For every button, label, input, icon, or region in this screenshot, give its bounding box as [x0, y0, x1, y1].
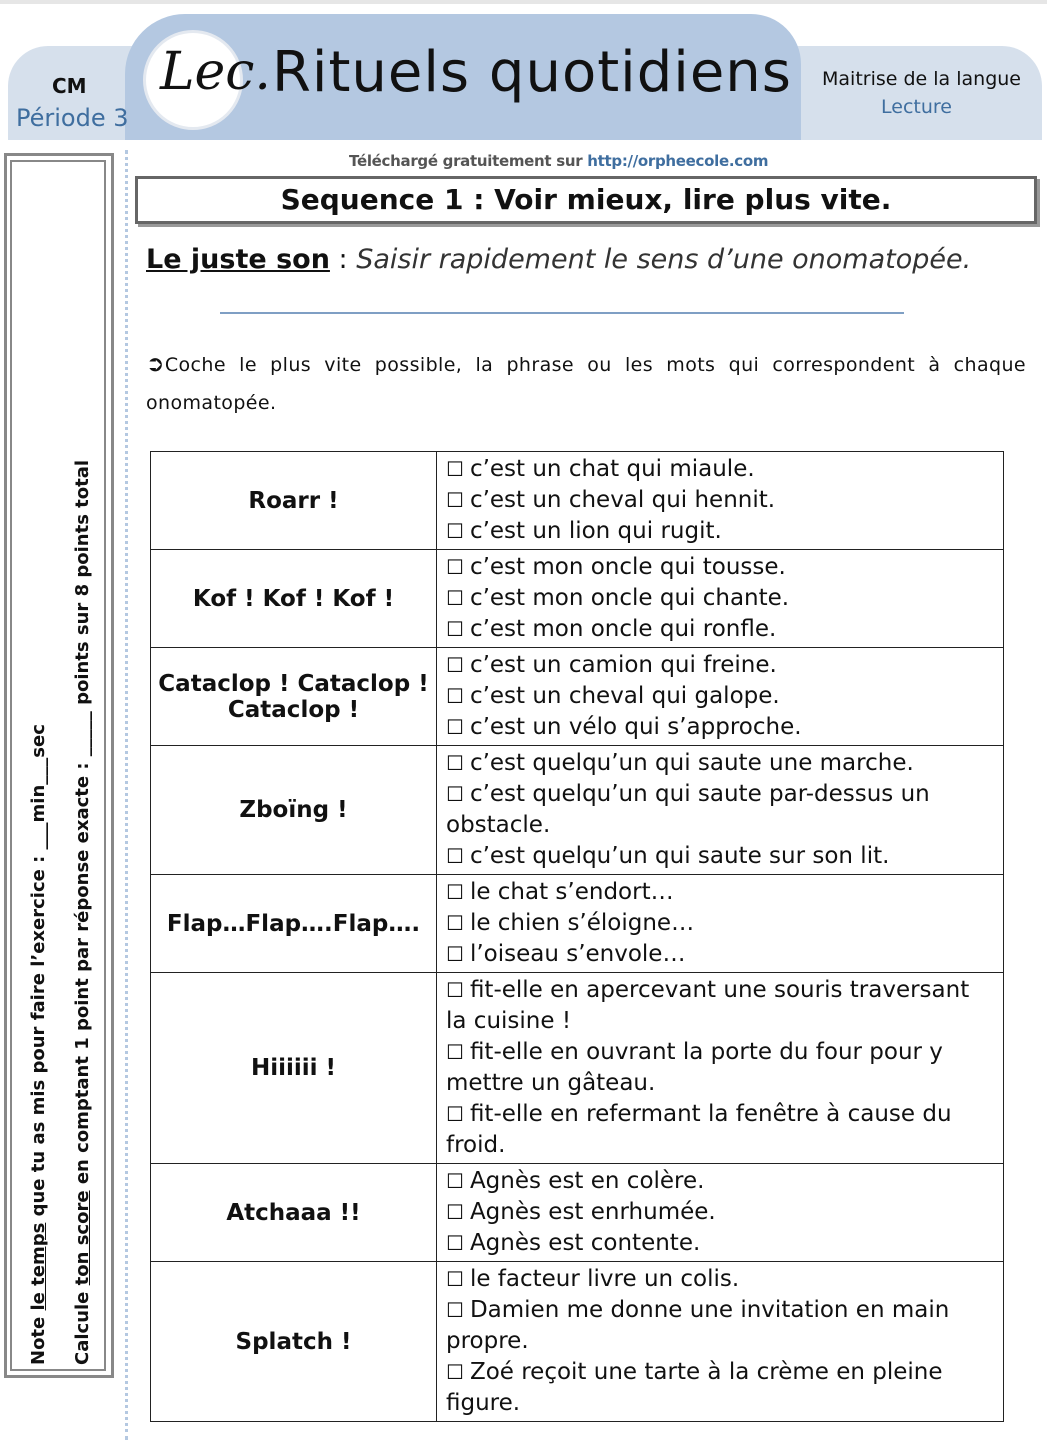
- time-note-prefix: Note: [28, 1310, 49, 1365]
- answer-option[interactable]: [446, 650, 995, 681]
- instruction: [146, 346, 1026, 422]
- period-label: Période 3: [16, 104, 129, 132]
- exercise-subtitle: [146, 244, 971, 275]
- time-note-rest: que tu as mis pour faire l’exercice : ___min___sec: [28, 724, 49, 1223]
- answer-option-label: c’est quelqu’un qui saute une marche.: [469, 750, 914, 776]
- table-row: [151, 973, 1004, 1164]
- level-label: CM: [52, 74, 87, 98]
- time-note: [28, 724, 49, 1365]
- options-cell: [437, 550, 1004, 648]
- exercise-table: [150, 451, 1004, 1422]
- answer-option[interactable]: [446, 908, 995, 939]
- onomatopoeia-cell: Zboïng !: [151, 746, 437, 875]
- score-note-prefix: Calcule: [72, 1285, 93, 1365]
- exercise-separator: :: [329, 244, 348, 275]
- answer-option-label: c’est quelqu’un qui saute par-dessus un obstacle.: [446, 781, 930, 838]
- answer-option[interactable]: [446, 1197, 995, 1228]
- answer-option[interactable]: [446, 516, 995, 547]
- answer-option[interactable]: [446, 975, 995, 1037]
- checkbox-icon[interactable]: ☐: [446, 911, 464, 935]
- table-row: [151, 550, 1004, 648]
- checkbox-icon[interactable]: ☐: [446, 782, 464, 806]
- sequence-title: Sequence 1 : Voir mieux, lire plus vite.: [280, 183, 892, 216]
- arrow-icon: ➲: [146, 352, 165, 377]
- score-note-underlined: ton score: [72, 1190, 93, 1286]
- answer-option-label: c’est mon oncle qui chante.: [469, 585, 790, 611]
- checkbox-icon[interactable]: ☐: [446, 457, 464, 481]
- answer-option-label: fit-elle en refermant la fenêtre à cause du froid.: [446, 1101, 952, 1158]
- answer-option[interactable]: [446, 1228, 995, 1259]
- checkbox-icon[interactable]: ☐: [446, 684, 464, 708]
- exercise-name: Le juste son: [146, 244, 330, 275]
- onomatopoeia-cell: Kof ! Kof ! Kof !: [151, 550, 437, 648]
- answer-option[interactable]: [446, 614, 995, 645]
- checkbox-icon[interactable]: ☐: [446, 1040, 464, 1064]
- answer-option[interactable]: [446, 552, 995, 583]
- checkbox-icon[interactable]: ☐: [446, 488, 464, 512]
- table-row: [151, 648, 1004, 746]
- answer-option-label: Agnès est en colère.: [469, 1168, 705, 1194]
- checkbox-icon[interactable]: ☐: [446, 1267, 464, 1291]
- header-tab-right: [795, 46, 1042, 140]
- options-cell: [437, 746, 1004, 875]
- checkbox-icon[interactable]: ☐: [446, 1169, 464, 1193]
- answer-option-label: Agnès est contente.: [469, 1230, 701, 1256]
- onomatopoeia-cell: Hiiiiii !: [151, 973, 437, 1164]
- answer-option-label: c’est mon oncle qui tousse.: [469, 554, 786, 580]
- answer-option[interactable]: [446, 841, 995, 872]
- answer-option[interactable]: [446, 681, 995, 712]
- checkbox-icon[interactable]: ☐: [446, 978, 464, 1002]
- options-cell: [437, 648, 1004, 746]
- domain-label: Maitrise de la langue: [822, 68, 1021, 90]
- checkbox-icon[interactable]: ☐: [446, 1298, 464, 1322]
- answer-option[interactable]: [446, 485, 995, 516]
- checkbox-icon[interactable]: ☐: [446, 586, 464, 610]
- answer-option-label: Zoé reçoit une tarte à la crème en pleine figure.: [446, 1359, 943, 1416]
- subtitle-separator: [220, 312, 904, 314]
- options-cell: [437, 973, 1004, 1164]
- answer-option-label: le chien s’éloigne…: [469, 910, 695, 936]
- time-note-underlined: le temps: [28, 1222, 49, 1311]
- instruction-text: Coche le plus vite possible, la phrase ou les mots qui correspondent à chaque onomatopée.: [146, 354, 1026, 414]
- answer-option[interactable]: [446, 1166, 995, 1197]
- answer-option[interactable]: [446, 1037, 995, 1099]
- answer-option[interactable]: [446, 1357, 995, 1419]
- answer-option[interactable]: [446, 748, 995, 779]
- answer-option[interactable]: [446, 939, 995, 970]
- onomatopoeia-cell: Atchaaa !!: [151, 1164, 437, 1262]
- answer-option-label: le chat s’endort…: [469, 879, 674, 905]
- onomatopoeia-cell: Flap…Flap….Flap….: [151, 875, 437, 973]
- checkbox-icon[interactable]: ☐: [446, 1102, 464, 1126]
- table-row: [151, 746, 1004, 875]
- options-cell: [437, 452, 1004, 550]
- answer-option[interactable]: [446, 1295, 995, 1357]
- checkbox-icon[interactable]: ☐: [446, 1360, 464, 1384]
- answer-option[interactable]: [446, 1099, 995, 1161]
- answer-option[interactable]: [446, 712, 995, 743]
- answer-option[interactable]: [446, 779, 995, 841]
- credit-link[interactable]: http://orpheecole.com: [587, 152, 769, 170]
- options-cell: [437, 1262, 1004, 1422]
- checkbox-icon[interactable]: ☐: [446, 519, 464, 543]
- checkbox-icon[interactable]: ☐: [446, 617, 464, 641]
- answer-option-label: fit-elle en apercevant une souris traversant la cuisine !: [446, 977, 970, 1034]
- page-title: Rituels quotidiens: [272, 40, 792, 105]
- subdomain-label: Lecture: [881, 96, 952, 118]
- answer-option[interactable]: [446, 454, 995, 485]
- table-row: [151, 452, 1004, 550]
- exercise-description: Saisir rapidement le sens d’une onomatopée.: [347, 244, 972, 275]
- onomatopoeia-cell: Roarr !: [151, 452, 437, 550]
- answer-option-label: c’est un vélo qui s’approche.: [469, 714, 802, 740]
- answer-option-label: l’oiseau s’envole…: [469, 941, 686, 967]
- onomatopoeia-cell: Splatch !: [151, 1262, 437, 1422]
- table-row: [151, 875, 1004, 973]
- answer-option-label: c’est un chat qui miaule.: [469, 456, 755, 482]
- onomatopoeia-cell: Cataclop ! Cataclop ! Cataclop !: [151, 648, 437, 746]
- answer-option-label: c’est un cheval qui galope.: [469, 683, 780, 709]
- checkbox-icon[interactable]: ☐: [446, 1200, 464, 1224]
- checkbox-icon[interactable]: ☐: [446, 880, 464, 904]
- checkbox-icon[interactable]: ☐: [446, 1231, 464, 1255]
- logo-text: Lec.: [160, 42, 271, 102]
- checkbox-icon[interactable]: ☐: [446, 751, 464, 775]
- answer-option-label: c’est un camion qui freine.: [469, 652, 777, 678]
- answer-option-label: c’est mon oncle qui ronfle.: [469, 616, 777, 642]
- score-note-rest: en comptant 1 point par réponse exacte : _____ points sur 8 points total: [72, 459, 93, 1191]
- answer-option-label: le facteur livre un colis.: [469, 1266, 740, 1292]
- sequence-title-box: [135, 176, 1037, 224]
- answer-option-label: fit-elle en ouvrant la porte du four pour y mettre un gâteau.: [446, 1039, 943, 1096]
- checkbox-icon[interactable]: ☐: [446, 942, 464, 966]
- answer-option-label: Damien me donne une invitation en main propre.: [446, 1297, 950, 1354]
- answer-option[interactable]: [446, 583, 995, 614]
- top-border: [0, 0, 1047, 4]
- answer-option-label: c’est quelqu’un qui saute sur son lit.: [469, 843, 890, 869]
- score-note: [72, 460, 93, 1365]
- checkbox-icon[interactable]: ☐: [446, 653, 464, 677]
- answer-option[interactable]: [446, 1264, 995, 1295]
- checkbox-icon[interactable]: ☐: [446, 844, 464, 868]
- checkbox-icon[interactable]: ☐: [446, 715, 464, 739]
- download-credit: [349, 152, 768, 170]
- options-cell: [437, 875, 1004, 973]
- table-row: [151, 1164, 1004, 1262]
- answer-option[interactable]: [446, 877, 995, 908]
- margin-dotted-line: [125, 150, 128, 1440]
- options-cell: [437, 1164, 1004, 1262]
- credit-prefix: Téléchargé gratuitement sur: [349, 152, 583, 170]
- answer-option-label: c’est un lion qui rugit.: [469, 518, 722, 544]
- answer-option-label: Agnès est enrhumée.: [469, 1199, 716, 1225]
- checkbox-icon[interactable]: ☐: [446, 555, 464, 579]
- table-row: [151, 1262, 1004, 1422]
- answer-option-label: c’est un cheval qui hennit.: [469, 487, 776, 513]
